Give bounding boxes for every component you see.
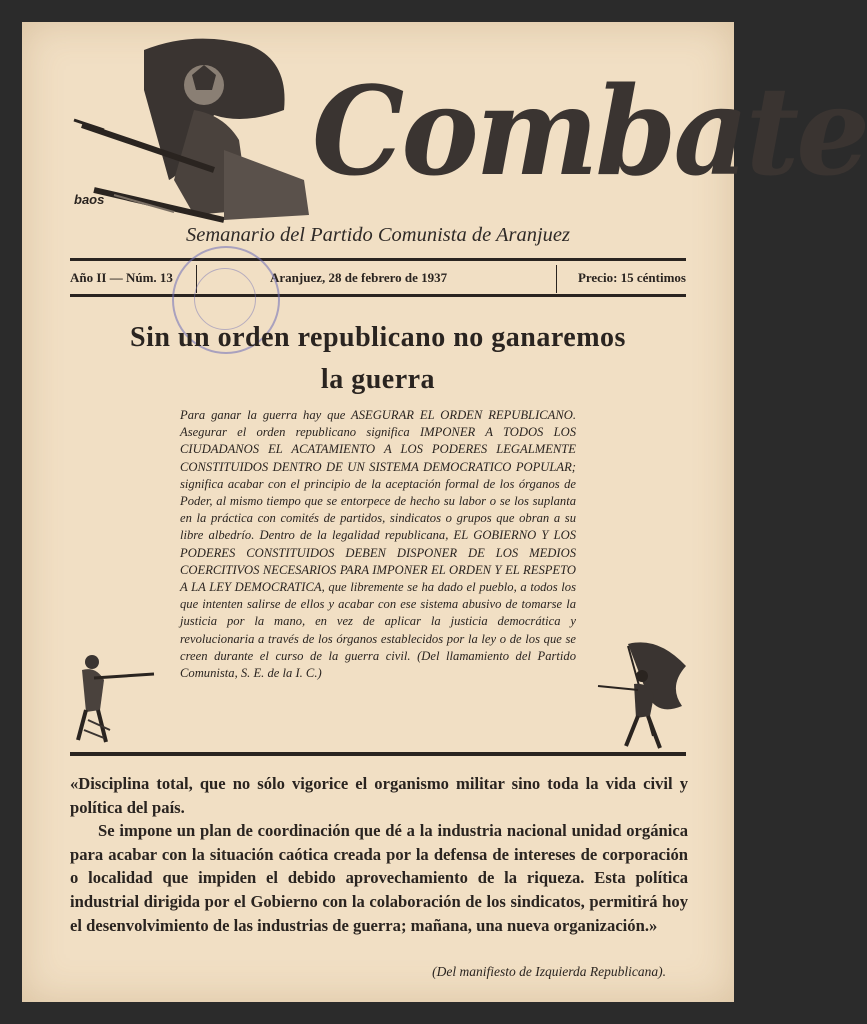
headline [62, 317, 694, 401]
top-rule [70, 258, 686, 261]
issue-number: Año II — Núm. 13 [70, 270, 173, 285]
divider [556, 265, 557, 293]
fighter-flag-illustration [598, 636, 688, 752]
section-rule [70, 752, 686, 756]
info-bar [70, 263, 686, 293]
newspaper-title: Combate [312, 60, 867, 204]
headline-line-2: la guerra [320, 364, 436, 395]
price: Precio: 15 céntimos [577, 270, 686, 285]
intro-paragraph: Para ganar la guerra hay que ASEGURAR EL ORDEN REPUBLICANO. Asegurar el orden republicano significa IMPONER A TODOS LOS CIUDADANOS EL ACATAMIENTO A LOS PODERES LEGALMENTE CONSTITUIDOS DENTRO DE UN SISTEMA DEMOCRATICO POPULAR; significa acabar con el principio de la aceptación formal de los órganos de Poder, al mismo tiempo que se entorpece de hecho su labor o se los suplanta en la práctica con comités de partidos, sindicatos o grupos que obran a su libre albedrío. Dentro de la legalidad republicana, EL GOBIERNO Y LOS PODERES CONSTITUIDOS DEBEN DISPONER DE LOS MEDIOS COERCITIVOS NECESARIOS PARA IMPONER EL ORDEN Y EL RESPETO A LA LEY DEMOCRATICA, que libremente se ha dado el pueblo, a todos los que intenten salirse de ellos y acabar con ese sistema abusivo de tomarse la justicia por la mano, en vez de aplicar la justicia democrática y revolucionaria a través de los órganos establecidos por la ley o de los que se creen durante el curso de la guerra civil. (Del llamamiento del Partido Comunista, S. E. de la I. C.) [180, 408, 576, 681]
quote-paragraph-2: Se impone un plan de coordinación que dé a la industria nacional unidad orgánica para acabar con la situación caótica creada por la defensa de intereses de corporación o localidad que impiden el debido aprovechamiento de la riqueza. Esta política industrial dirigida por el Gobierno con la colaboración de los sindicatos, permitirá hoy el desenvolvimiento de las industrias de guerra; mañana, una nueva organización.» [70, 821, 688, 935]
quote-block [70, 772, 688, 937]
soldier-flag-illustration [74, 30, 314, 225]
headline-line-1: Sin un orden republicano no ganaremos [130, 322, 626, 353]
kneeling-rifleman-illustration [74, 650, 156, 746]
subtitle: Semanario del Partido Comunista de Aranjuez [186, 224, 570, 246]
quote-paragraph-1: «Disciplina total, que no sólo vigorice el organismo militar sino toda la vida civil y política del país. [70, 774, 688, 817]
info-rule [70, 294, 686, 297]
place-date: Aranjuez, 28 de febrero de 1937 [270, 270, 448, 285]
quote-source: (Del manifiesto de Izquierda Republicana). [432, 964, 666, 979]
artist-signature: baos [74, 192, 105, 207]
newspaper-page [22, 22, 867, 1002]
